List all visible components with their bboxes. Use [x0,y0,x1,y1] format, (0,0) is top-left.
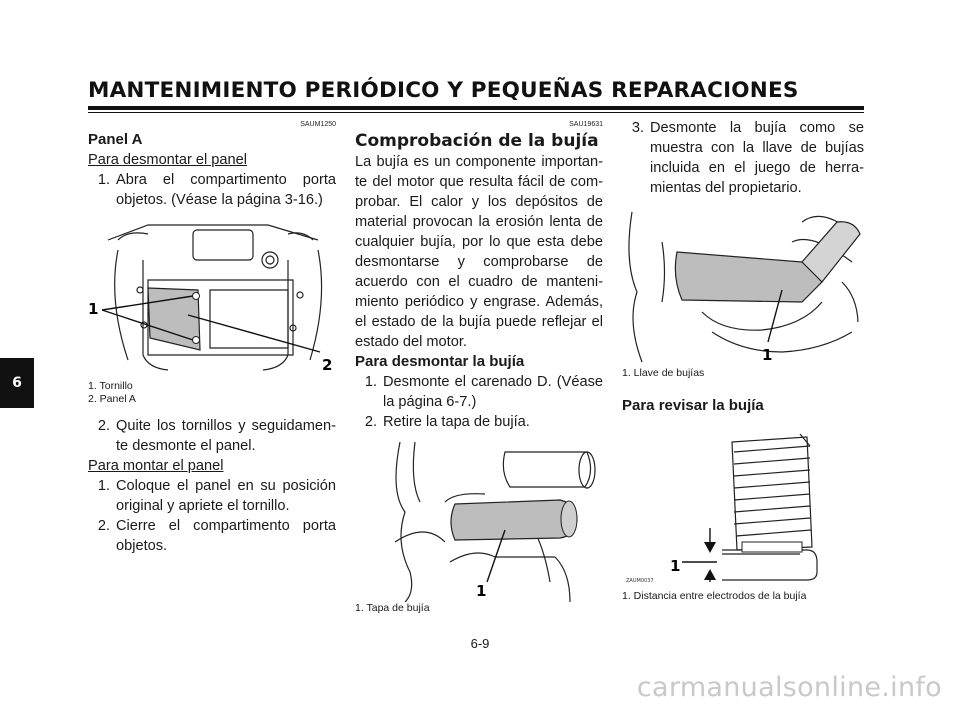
figure-caption: 1. Tapa de bujía [355,602,430,614]
list-item: 1. Desmonte el carenado D. (Véase la página 6-7.) [364,374,603,410]
subsection-title: Para desmontar el panel [88,152,248,168]
subsection-title: Para desmontar la bujía [355,353,525,370]
column-middle [355,116,603,615]
page-header-title: MANTENIMIENTO PERIÓDICO Y PEQUEÑAS REPARACIONES [88,78,799,103]
column-left [88,116,336,556]
spark-plug-cap-illustration [355,432,603,602]
body-paragraph: La bujía es un componente importan- te del motor que resulta fácil de com- probar. El calor y los depósitos de material provocan la erosión lenta de cualquier bujía, por lo que esta debe desmontarse y comprobarse de acuerdo con el cuadro de manteni- miento periódico y engrase. Además, el estado de la bujía puede reflejar el estado del motor. [355,154,603,350]
list-item: 1. Abra el compartimento porta objetos. (Véase la página 3-16.) [97,172,336,208]
electrode-gap-figure [622,422,864,582]
spark-plug-wrench-figure [622,202,864,367]
chapter-tab[interactable]: 6 [0,358,34,408]
subsection-title: Para montar el panel [88,458,224,474]
watermark-text: carmanualsonline.info [636,672,942,703]
figure-caption: 1. Llave de bujías [622,367,705,379]
section-code: SAUM1250 [300,121,336,128]
figure-code: ZAUM0037 [626,578,654,582]
panel-a-figure [88,210,336,380]
list-item: 2. Retire la tapa de bujía. [364,414,530,430]
section-code: SAU19631 [569,121,603,128]
figure-caption: 1. Distancia entre electrodos de la bujía [622,590,807,602]
section-heading: Comprobación de la bujía [355,131,599,151]
callout-1: 1 [476,582,487,600]
list-item: 2. Cierre el compartimento porta objetos. [97,518,336,554]
header-rule [88,106,864,110]
list-item: 1. Coloque el panel en su posición original y apriete el tornillo. [97,478,336,514]
figure-caption: 1. Tornillo [88,380,133,392]
callout-1: 1 [88,300,99,318]
list-item: 3. Desmonte la bujía como se muestra con la llave de bujías incluida en el juego de herra- mientas del propietario. [631,120,864,196]
header-rule-thin [88,112,864,113]
page-number: 6-9 [470,636,490,651]
spark-plug-cap-figure [355,432,603,602]
figure-caption: 2. Panel A [88,393,136,405]
section-heading: Panel A [88,131,143,148]
electrode-gap-illustration [622,422,864,582]
callout-1: 1 [762,346,773,364]
list-item: 2. Quite los tornillos y seguidamen- te desmonte el panel. [97,418,336,454]
scooter-panel-illustration [88,210,336,380]
subsection-title: Para revisar la bujía [622,397,764,414]
spark-plug-wrench-illustration [622,202,864,367]
column-right [622,116,864,603]
callout-2: 2 [322,356,333,374]
callout-1: 1 [670,557,681,575]
